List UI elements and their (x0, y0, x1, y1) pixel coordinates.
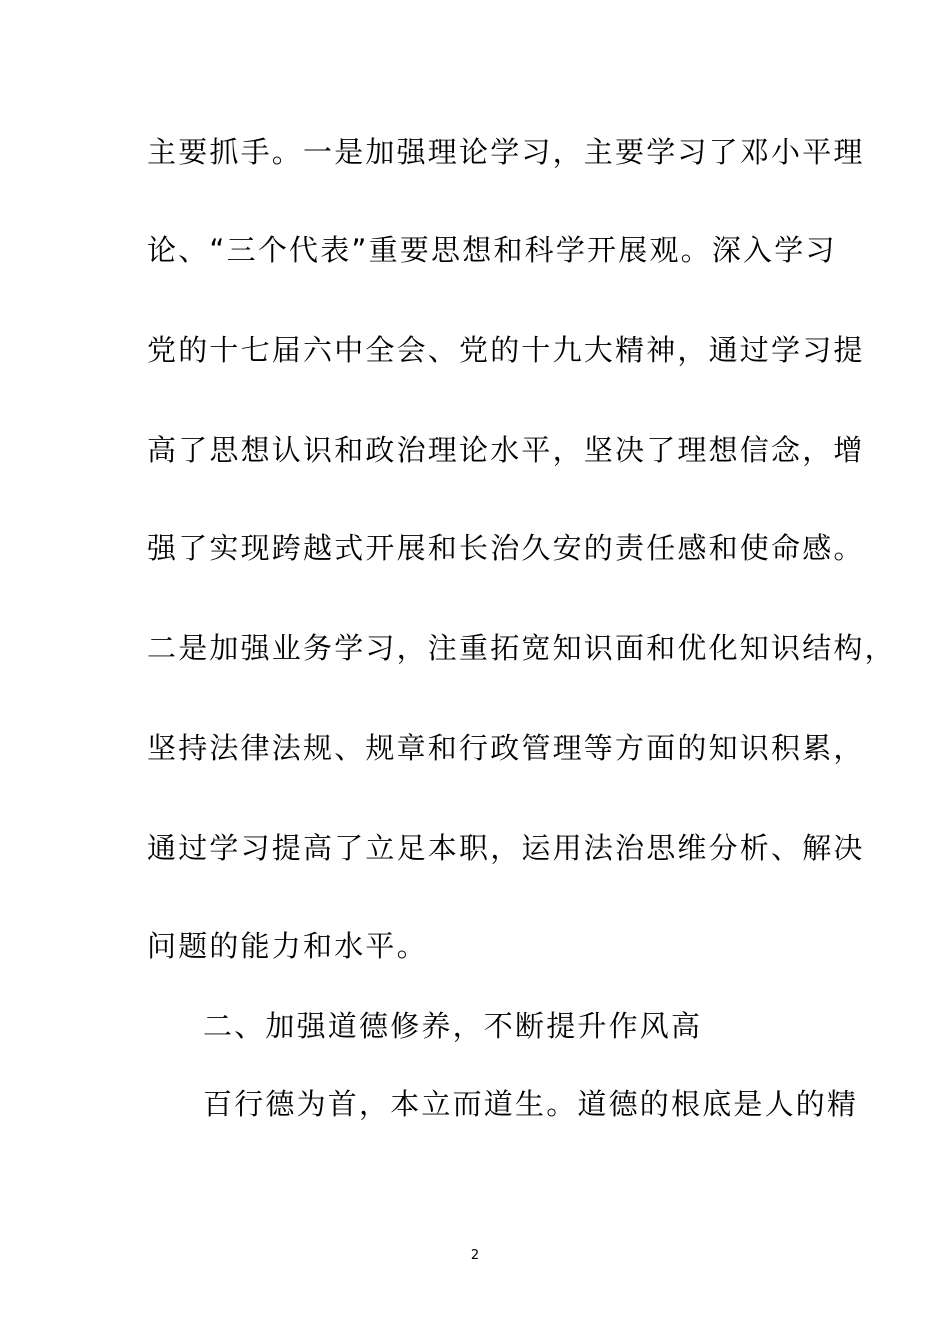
body-text-line: 党的十七届六中全会、党的十九大精神，通过学习提 (147, 333, 865, 367)
body-text-line: 强了实现跨越式开展和长治久安的责任感和使命感。 (147, 531, 865, 565)
body-text-line: 高了思想认识和政治理论水平，坚决了理想信念，增 (147, 433, 865, 467)
body-text-line: 主要抓手。一是加强理论学习，主要学习了邓小平理 (147, 135, 865, 169)
body-text-line: 通过学习提高了立足本职，运用法治思维分析、解决 (147, 831, 865, 865)
page-number: 2 (470, 1248, 480, 1263)
paragraph-first-line: 百行德为首，本立而道生。道德的根底是人的精 (203, 1087, 859, 1121)
body-text-line: 二是加强业务学习，注重拓宽知识面和优化知识结构， (147, 631, 896, 665)
section-heading: 二、加强道德修养，不断提升作风高 (203, 1009, 703, 1043)
body-text-line: 论、“三个代表”重要思想和科学开展观。深入学习 (147, 233, 837, 267)
body-text-line: 问题的能力和水平。 (147, 929, 428, 963)
body-text-line: 坚持法律法规、规章和行政管理等方面的知识积累， (147, 731, 865, 765)
